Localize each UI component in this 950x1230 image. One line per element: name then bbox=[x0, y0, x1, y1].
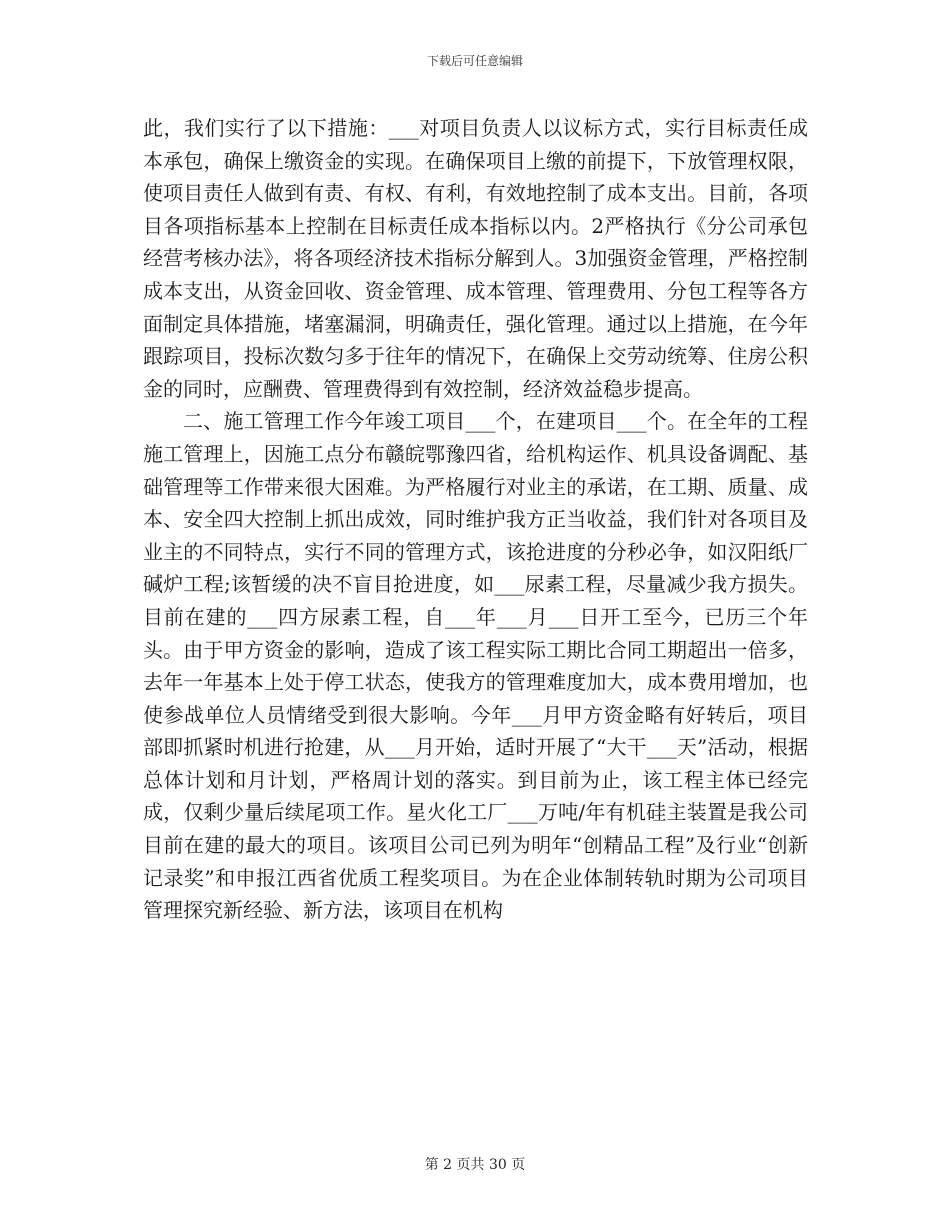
page-number: 第 2 页共 30 页 bbox=[424, 1157, 526, 1173]
paragraph-2: 二、施工管理工作今年竣工项目___个，在建项目___个。在全年的工程施工管理上，因施工点分布赣皖鄂豫四省，给机构运作、机具设备调配、基础管理等工作带来很大困难。为严格履行对业主的承诺，在工期、质量、成本、安全四大控制上抓出成效，同时维护我方正当收益，我们针对各项目及业主的不同特点，实行不同的管理方式，该抢进度的分秒必争，如汉阳纸厂碱炉工程;该暂缓的决不盲目抢进度，如___尿素工程，尽量减少我方损失。目前在建的___四方尿素工程，自___年___月___日开工至今，已历三个年头。由于甲方资金的影响，造成了该工程实际工期比合同工期超出一倍多，去年一年基本上处于停工状态，使我方的管理难度加大，成本费用增加，也使参战单位人员情绪受到很大影响。今年___月甲方资金略有好转后，项目部即抓紧时机进行抢建，从___月开始，适时开展了“大干___天”活动，根据总体计划和月计划，严格周计划的落实。到目前为止，该工程主体已经完成，仅剩少量后续尾项工作。星火化工厂___万吨/年有机硅主装置是我公司目前在建的最大的项目。该项目公司已列为明年“创精品工程”及行业“创新记录奖”和申报江西省优质工程奖项目。为在企业体制转轨时期为公司项目管理探究新经验、新方法，该项目在机构 bbox=[143, 409, 808, 923]
page-header: 下载后可任意编辑 bbox=[426, 54, 523, 68]
document-body bbox=[143, 112, 808, 927]
paragraph-1: 此，我们实行了以下措施：___对项目负责人以议标方式，实行目标责任成本承包，确保上缴资金的实现。在确保项目上缴的前提下，下放管理权限，使项目责任人做到有责、有权、有利，有效地控制了成本支出。目前，各项目各项指标基本上控制在目标责任成本指标以内。2严格执行《分公司承包经营考核办法》，将各项经济技术指标分解到人。3加强资金管理，严格控制成本支出，从资金回收、资金管理、成本管理、管理费用、分包工程等各方面制定具体措施，堵塞漏洞，明确责任，强化管理。通过以上措施，在今年跟踪项目，投标次数匀多于往年的情况下，在确保上交劳动统筹、住房公积金的同时，应酬费、管理费得到有效控制，经济效益稳步提高。 bbox=[143, 116, 808, 401]
